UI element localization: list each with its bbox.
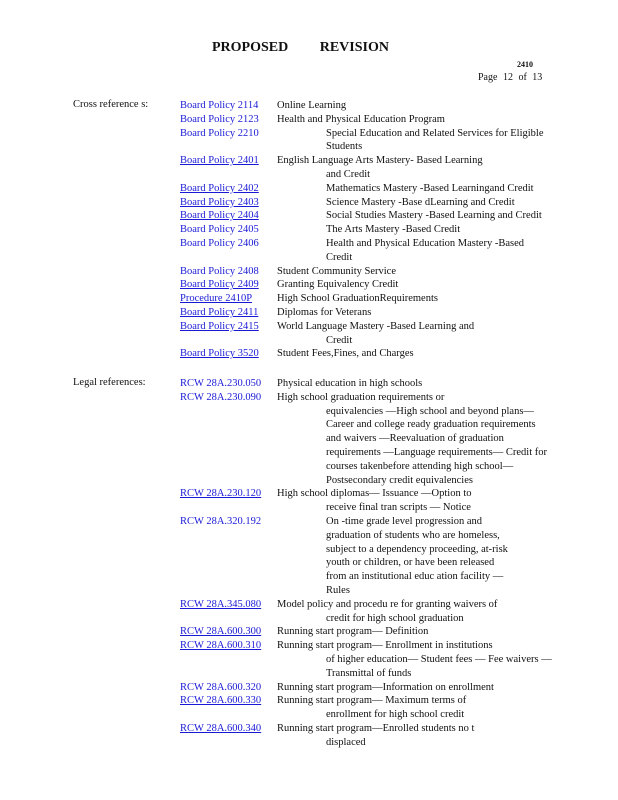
cross-reference-row	[180, 127, 580, 153]
legal-reference-row	[180, 625, 580, 639]
reference-link[interactable]: RCW 28A.600.320	[180, 681, 262, 693]
cross-reference-row	[180, 196, 580, 210]
description-line: receive final tran scripts — Notice	[326, 502, 471, 514]
reference-link[interactable]: Board Policy 2403	[180, 196, 259, 208]
reference-link[interactable]: RCW 28A.600.330	[180, 695, 262, 707]
reference-link[interactable]: Board Policy 2415	[180, 320, 259, 332]
description-line: Science Mastery -Base dLearning and Credit	[326, 196, 515, 208]
legal-reference-row	[180, 598, 580, 624]
page-number: Page 12 of 13	[478, 72, 543, 83]
cross-reference-row	[180, 278, 580, 292]
description-line: Rules	[326, 585, 350, 596]
reference-link[interactable]: Board Policy 3520	[180, 348, 259, 360]
description-line: Health and Physical Education Mastery -Based	[326, 238, 524, 249]
legal-reference-row	[180, 515, 580, 596]
description-line: of higher education— Student fees — Fee waivers —	[326, 653, 552, 665]
cross-reference-row	[180, 237, 580, 263]
description-line: Student Fees,Fines, and Charges	[277, 348, 414, 360]
cross-reference-row	[180, 265, 580, 279]
description-line: High School GraduationRequirements	[277, 293, 438, 305]
description-line: from an institutional educ ation facility —	[326, 571, 504, 583]
description-line: Health and Physical Education Program	[277, 113, 445, 125]
description-line: Postsecondary credit equivalencies	[326, 474, 473, 486]
reference-link[interactable]: RCW 28A.600.300	[180, 626, 262, 638]
legal-reference-row	[180, 487, 580, 514]
description-line: Mathematics Mastery -Based Learningand Credit	[326, 182, 534, 194]
description-line: requirements —Language requirements— Credit for	[326, 446, 548, 458]
description-line: Running start program—Information on enrollment	[277, 681, 494, 693]
cross-reference-row	[180, 223, 580, 237]
legal-reference-row	[180, 377, 580, 391]
description-line: Granting Equivalency Credit	[277, 279, 399, 291]
description-line: Model policy and procedu re for granting waivers of	[277, 598, 498, 610]
legal-reference-row	[180, 681, 580, 695]
description-line: and Credit	[326, 168, 371, 180]
reference-link[interactable]: RCW 28A.320.192	[180, 516, 262, 527]
legal-reference-row	[180, 391, 580, 486]
description-line: Students	[326, 141, 363, 153]
cross-references-label: Cross reference s:	[73, 99, 149, 110]
reference-link[interactable]: Board Policy 2114	[180, 100, 259, 111]
description-line: graduation of students who are homeless,	[326, 529, 500, 541]
legal-reference-row	[180, 722, 580, 748]
reference-link[interactable]: Board Policy 2402	[180, 182, 259, 194]
page-title: PROPOSED REVISION	[212, 40, 389, 55]
description-line: Credit	[326, 251, 353, 263]
description-line: On -time grade level progression and	[326, 516, 482, 527]
cross-reference-row	[180, 320, 580, 346]
description-line: youth or children, or have been released	[326, 557, 495, 569]
description-line: Career and college ready graduation requirements	[326, 419, 536, 431]
description-line: Physical education in high schools	[277, 378, 423, 389]
cross-reference-row	[180, 113, 580, 127]
description-line: enrollment for high school credit	[326, 709, 465, 721]
description-line: High school graduation requirements or	[277, 391, 445, 403]
description-line: equivalencies —High school and beyond plans—	[326, 405, 534, 417]
reference-link[interactable]: RCW 28A.230.050	[180, 378, 262, 389]
description-line: The Arts Mastery -Based Credit	[326, 224, 461, 236]
reference-link[interactable]: Board Policy 2405	[180, 224, 259, 236]
cross-reference-row	[180, 209, 580, 223]
description-line: Diplomas for Veterans	[277, 307, 372, 318]
reference-link[interactable]: Board Policy 2123	[180, 113, 259, 125]
cross-reference-row	[180, 292, 580, 306]
policy-number: 2410	[517, 60, 533, 69]
description-line: Student Community Service	[277, 265, 396, 277]
reference-link[interactable]: RCW 28A.600.340	[180, 723, 262, 734]
description-line: Credit	[326, 334, 353, 346]
reference-link[interactable]: RCW 28A.600.310	[180, 640, 262, 652]
description-line: Running start program— Maximum terms of	[277, 695, 467, 707]
description-line: and waivers —Reevaluation of graduation	[326, 433, 504, 445]
reference-link[interactable]: Board Policy 2411	[180, 307, 259, 318]
reference-link[interactable]: Board Policy 2401	[180, 155, 259, 167]
cross-reference-row	[180, 306, 580, 320]
legal-reference-row	[180, 639, 580, 679]
reference-link[interactable]: Board Policy 2406	[180, 238, 259, 249]
reference-link[interactable]: Board Policy 2210	[180, 127, 259, 139]
description-line: courses takenbefore attending high school—	[326, 460, 514, 472]
description-line: displaced	[326, 736, 366, 748]
cross-reference-row	[180, 99, 580, 113]
reference-link[interactable]: Board Policy 2408	[180, 265, 259, 277]
description-line: High school diplomas— Issuance —Option to	[277, 488, 472, 500]
reference-link[interactable]: RCW 28A.230.090	[180, 391, 262, 403]
description-line: Running start program— Enrollment in institutions	[277, 640, 493, 652]
description-line: English Language Arts Mastery- Based Learning	[277, 155, 483, 167]
cross-reference-row	[180, 347, 580, 361]
reference-link[interactable]: RCW 28A.230.120	[180, 488, 262, 500]
description-line: Special Education and Related Services for Eligible	[326, 127, 544, 139]
description-line: credit for high school graduation	[326, 612, 464, 624]
description-line: subject to a dependency proceeding, at-risk	[326, 543, 508, 555]
cross-reference-row	[180, 182, 580, 196]
description-line: World Language Mastery -Based Learning and	[277, 320, 475, 332]
description-line: Transmittal of funds	[326, 667, 412, 679]
reference-link[interactable]: Board Policy 2404	[180, 210, 259, 222]
description-line: Running start program— Definition	[277, 626, 429, 638]
description-line: Social Studies Mastery -Based Learning and Credit	[326, 210, 542, 222]
cross-reference-row	[180, 154, 580, 180]
reference-link[interactable]: RCW 28A.345.080	[180, 598, 262, 610]
reference-link[interactable]: Procedure 2410P	[180, 293, 253, 305]
legal-references-label: Legal references:	[73, 377, 146, 388]
description-line: Running start program—Enrolled students no t	[277, 723, 475, 734]
legal-reference-row	[180, 694, 580, 721]
reference-link[interactable]: Board Policy 2409	[180, 279, 259, 291]
description-line: Online Learning	[277, 100, 347, 111]
